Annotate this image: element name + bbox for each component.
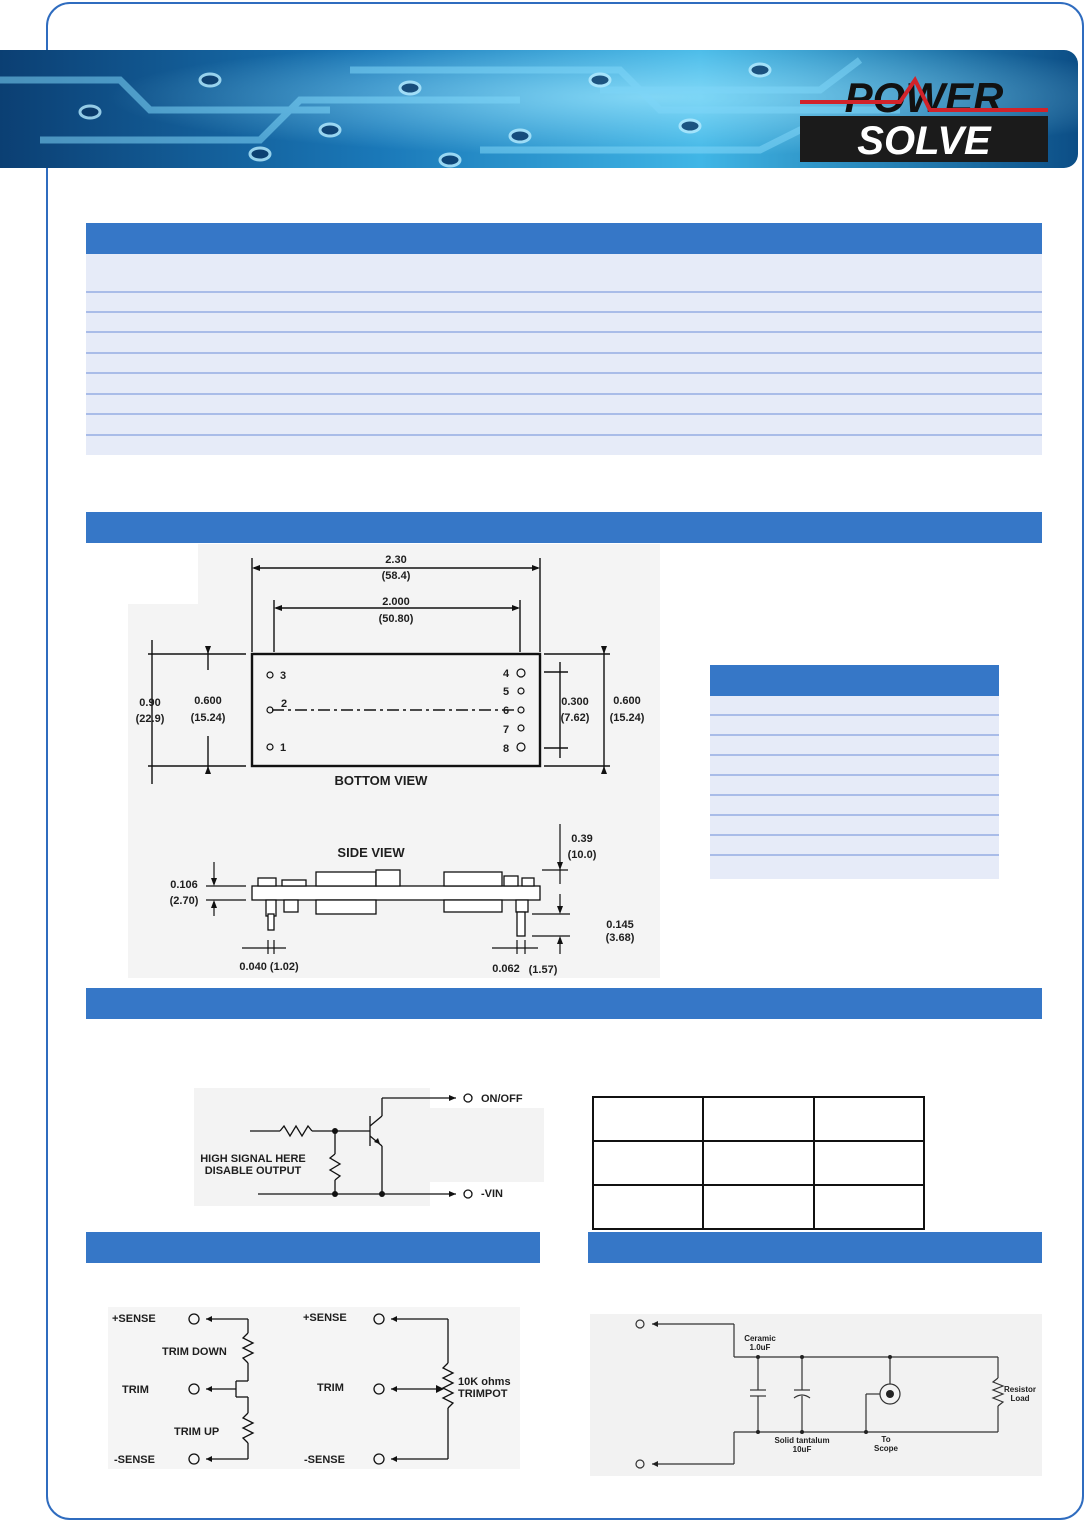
trim-minus-sense-1: -SENSE	[114, 1454, 155, 1466]
dim-overall-length: 2.30	[385, 554, 407, 566]
dim-standoff: 0.106	[170, 879, 198, 891]
table-row	[710, 796, 999, 816]
trimpot-value: 10K ohms	[458, 1376, 511, 1388]
specs-table	[86, 254, 1042, 455]
vin-label: -VIN	[481, 1188, 503, 1200]
pin-label-1: 1	[280, 742, 287, 754]
bottom-view-label: BOTTOM VIEW	[334, 773, 428, 788]
dim-board-height: 0.39	[571, 833, 593, 845]
table-row	[710, 756, 999, 776]
dim-standoff-mm: (2.70)	[169, 895, 199, 907]
section-bar-trim	[86, 1232, 540, 1263]
logo-solve: SOLVE	[857, 119, 991, 163]
ceramic-cap-label: Ceramic	[744, 1334, 776, 1343]
table-row	[86, 374, 1042, 395]
table-row	[86, 395, 1042, 415]
tantalum-cap-value: 10uF	[792, 1445, 812, 1454]
trim-circuits	[108, 1307, 520, 1469]
section-bar-test-setup	[588, 1232, 1042, 1263]
dim-pin-dia-left: 0.040 (1.02)	[239, 961, 299, 973]
scope-label-line1: To	[881, 1435, 891, 1444]
trim-minus-sense-2: -SENSE	[304, 1454, 345, 1466]
scope-label-line2: Scope	[873, 1444, 899, 1453]
load-label-line2: Load	[1010, 1394, 1030, 1403]
table-row	[593, 1141, 924, 1185]
trim-down-label: TRIM DOWN	[162, 1346, 227, 1358]
dim-pin-span-mm: (50.80)	[378, 613, 414, 625]
table-row	[86, 313, 1042, 333]
table-row	[710, 716, 999, 736]
dim-overall-length-mm: (58.4)	[381, 570, 411, 582]
remote-on-off-circuit	[194, 1088, 544, 1206]
disable-note-line2: DISABLE OUTPUT	[204, 1165, 302, 1177]
test-setup-circuit	[590, 1314, 1042, 1476]
table-row	[86, 333, 1042, 354]
table-row	[710, 836, 999, 856]
table-row	[710, 816, 999, 836]
dim-pin-length: 0.145	[606, 919, 634, 931]
trim-plus-sense-1: +SENSE	[112, 1313, 156, 1325]
ceramic-cap-value: 1.0uF	[749, 1343, 771, 1352]
pin-connections-table	[710, 696, 999, 879]
pin-label-5: 5	[503, 686, 510, 698]
dim-board-height-mm: (10.0)	[567, 849, 597, 861]
table-row	[710, 776, 999, 796]
pin-label-7: 7	[503, 724, 510, 736]
remote-logic-table	[592, 1096, 925, 1230]
dim-pin-dia-right-mm: (1.57)	[528, 964, 558, 976]
disable-note-line1: HIGH SIGNAL HERE	[200, 1153, 306, 1165]
logo-power: POWER	[844, 74, 1004, 121]
dim-height-total: 0.90	[139, 697, 161, 709]
pin-label-2: 2	[281, 698, 288, 710]
header-banner	[0, 50, 1078, 168]
section-bar-remote	[86, 988, 1042, 1019]
dim-pin-row-right-mm: (15.24)	[609, 712, 645, 724]
load-label-line1: Resistor	[1003, 1385, 1037, 1394]
table-row	[593, 1097, 924, 1141]
section-bar-specs	[86, 223, 1042, 254]
trim-plus-sense-2: +SENSE	[303, 1312, 347, 1324]
dim-height-total-mm: (22.9)	[135, 713, 165, 725]
table-row	[86, 293, 1042, 313]
trimpot-label: TRIMPOT	[458, 1388, 508, 1400]
pin-label-6: 6	[503, 705, 510, 717]
trim-up-label: TRIM UP	[174, 1426, 220, 1438]
mechanical-drawing	[128, 544, 660, 978]
trim-label-1: TRIM	[122, 1384, 149, 1396]
dim-pin-row-right-inner-mm: (7.62)	[560, 712, 590, 724]
pin-table-header	[710, 665, 999, 696]
table-row	[86, 354, 1042, 374]
dim-pin-length-mm: (3.68)	[605, 932, 635, 944]
table-row	[710, 736, 999, 756]
section-bar-mechanical	[86, 512, 1042, 543]
pin-label-8: 8	[503, 743, 510, 755]
trim-label-2: TRIM	[317, 1382, 344, 1394]
table-row	[86, 415, 1042, 436]
dim-pin-row-right-inner: 0.300	[561, 696, 589, 708]
table-row	[593, 1185, 924, 1229]
dim-pin-dia-right: 0.062	[492, 963, 520, 975]
pin-label-4: 4	[503, 668, 510, 680]
tantalum-cap-label: Solid tantalum	[774, 1436, 830, 1445]
dim-pin-span: 2.000	[382, 596, 410, 608]
circuit-board-image	[0, 50, 1078, 168]
side-view-label: SIDE VIEW	[337, 845, 405, 860]
dim-pin-row-left: 0.600	[194, 695, 222, 707]
table-row	[710, 696, 999, 716]
dim-pin-row-left-mm: (15.24)	[190, 712, 226, 724]
table-row	[86, 254, 1042, 293]
pin-label-3: 3	[280, 670, 287, 682]
dim-pin-row-right: 0.600	[613, 695, 641, 707]
on-off-label: ON/OFF	[481, 1093, 523, 1105]
